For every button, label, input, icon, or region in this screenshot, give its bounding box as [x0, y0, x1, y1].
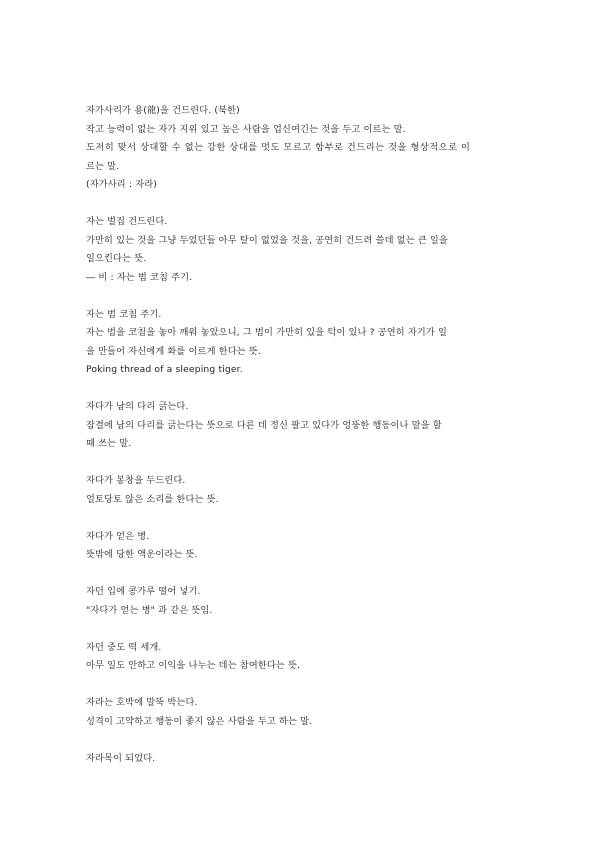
proverb-entry: [86, 102, 522, 195]
proverb-entry: [86, 639, 522, 676]
proverb-entry: [86, 472, 522, 509]
definition-line: 성격이 고약하고 행동이 좋지 않은 사람을 두고 하는 말.: [86, 715, 313, 727]
proverb-title: 자다가 봉창을 두드린다.: [86, 475, 186, 486]
proverb-title: 자는 벌집 건드린다.: [86, 216, 168, 227]
proverb-title: 자던 중도 떡 세개.: [86, 641, 162, 653]
definition-line: "자다가 얻는 병" 과 같은 뜻임.: [86, 604, 213, 616]
definition-line: 자는 범을 코침을 놓아 깨워 놓았으니, 그 범이 가만히 있을 턱이 있나 ? 공연히 자기가 일: [86, 327, 448, 338]
proverb-title: 자다가 얻은 병.: [86, 530, 150, 542]
proverb-title: 자라목이 되었다.: [86, 752, 156, 764]
proverb-title: 자는 범 코침 주기.: [86, 308, 162, 320]
document-body: [86, 102, 522, 787]
proverb-entry: [86, 213, 522, 287]
definition-line: 일으킨다는 뜻.: [86, 253, 147, 264]
proverb-entry: [86, 306, 522, 380]
definition-line: 르는 말.: [86, 160, 120, 172]
similar-proverb-line: ― 비 : 자는 범 코침 주기.: [86, 271, 193, 283]
proverb-title: 자라는 호박에 말뚝 박는다.: [86, 697, 198, 708]
definition-line: 을 만들어 자신에게 화를 이르게 한다는 뜻.: [86, 345, 261, 357]
definition-line: 작고 능력이 없는 자가 지위 있고 높은 사람을 업신여긴는 것을 두고 이르는 말.: [86, 123, 406, 135]
proverb-title: 자가사리가 용(龍)을 건드린다. (북한): [86, 105, 240, 116]
definition-line: 아무 일도 안하고 이익을 나누는 데는 참여한다는 뜻.: [86, 660, 301, 671]
definition-line: 잠결에 남의 다리를 긁는다는 뜻으로 다른 데 정신 팔고 있다가 엉뚱한 행동이나 말을 할: [86, 419, 442, 431]
note-line: (자가사리 : 자라): [86, 179, 158, 190]
definition-line: 도저히 맞서 상대할 수 없는 강한 상대를 멋도 모르고 함부로 건드리는 것을 형상적으로 이: [86, 142, 471, 153]
proverb-entry: [86, 398, 522, 454]
definition-line: 얼토당토 않은 소리를 한다는 뜻.: [86, 493, 219, 505]
definition-line: 뜻밖에 당한 액운이라는 뜻.: [86, 549, 198, 560]
definition-line: 가만히 있는 것을 그냥 두었던들 아무 탈이 없었을 것을, 공연히 건드려 쓸데 없는 큰 일을: [86, 234, 448, 246]
proverb-entry: [86, 750, 522, 769]
definition-line: 때 쓰는 말.: [86, 438, 132, 449]
proverb-title: 자던 입에 콩가루 떨어 넣기.: [86, 586, 201, 597]
english-translation-line: Poking thread of a sleeping tiger.: [86, 364, 243, 375]
proverb-entry: [86, 583, 522, 620]
proverb-title: 자다가 남의 다리 긁는다.: [86, 401, 189, 412]
proverb-entry: [86, 528, 522, 565]
proverb-entry: [86, 694, 522, 731]
